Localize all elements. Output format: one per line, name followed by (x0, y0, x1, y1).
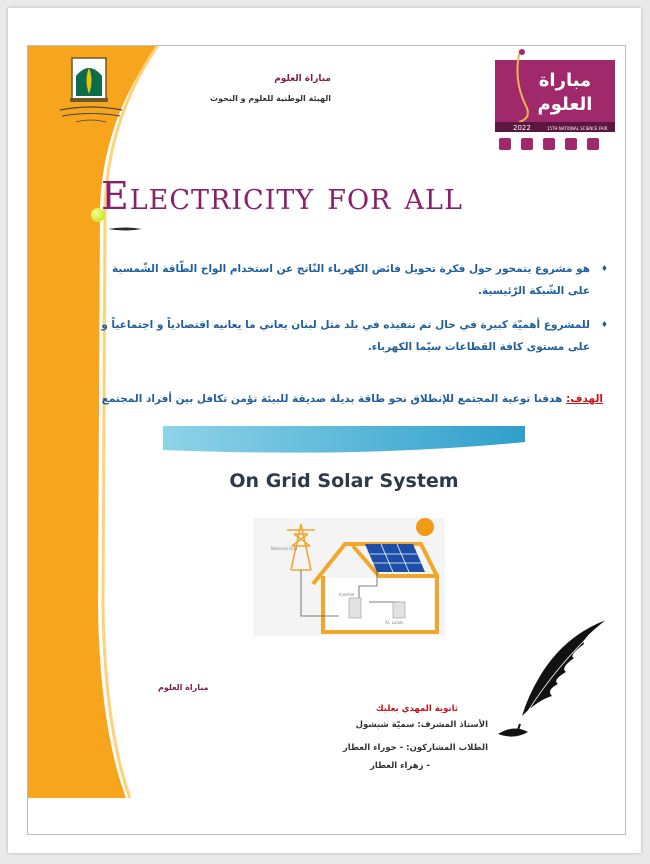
footer-brand: مباراة العلوم (158, 683, 209, 692)
goal-statement (88, 393, 603, 405)
crdp-logo-icon (56, 54, 126, 130)
ac-loads-label: AC Loads (385, 620, 404, 625)
bullet-list (88, 258, 608, 370)
figure-title: On Grid Solar System (229, 470, 459, 492)
grid-label: National Grid (271, 546, 298, 551)
school-name: ثانوية المهدي بعلبك (375, 704, 458, 714)
document-page (8, 8, 641, 853)
logo-word-1: مباراة (538, 70, 592, 91)
solar-diagram (163, 426, 525, 666)
page-title: Electricity for all (101, 174, 463, 218)
bullet-item: ♦ للمشروع أهميّة كبيرة في حال تم تنفيذه في بلد مثل لبنان يعاني ما يعانيه اقتصادياً و اجتماعياً و على مستوى كافة القطاعات سيّما الكهرباء. (88, 314, 608, 358)
quill-pen-icon (494, 616, 609, 741)
inverter-label: Inverter (339, 592, 355, 597)
title-swash (108, 226, 142, 232)
science-fair-logo-icon (495, 48, 615, 158)
supervisor-line: الأستاذ المشرف: سميّة شبشول (355, 720, 488, 730)
org-subtitle: الهيئة الوطنية للعلوم و البحوث (210, 94, 331, 103)
logo-word-2: العلوم (537, 94, 593, 115)
org-title: مباراة العلوم (274, 74, 331, 84)
sun-icon (416, 518, 434, 536)
bullet-item: ♦ هو مشروع يتمحور حول فكرة تحويل فائض الكهرباء النّاتج عن استخدام الواح الطّاقة الشّمسية على الشّبكة الرّئيسية. (88, 258, 608, 302)
student-2-line: - زهراء العطار (369, 761, 430, 771)
solar-system-figure (163, 426, 525, 666)
logo-year: 2022 (513, 124, 531, 132)
logo-subtitle: 15TH NATIONAL SCIENCE FAIR (547, 126, 608, 131)
goal-text: هدفنا توعية المجتمع للإنطلاق نحو طاقة بديلة صديقة للبيئة تؤمن تكافل بين أفراد المجتمع (101, 393, 567, 405)
goal-label: الهدف: (566, 393, 603, 405)
students-line: الطلاب المشاركون: - حوراء العطار (342, 743, 488, 753)
